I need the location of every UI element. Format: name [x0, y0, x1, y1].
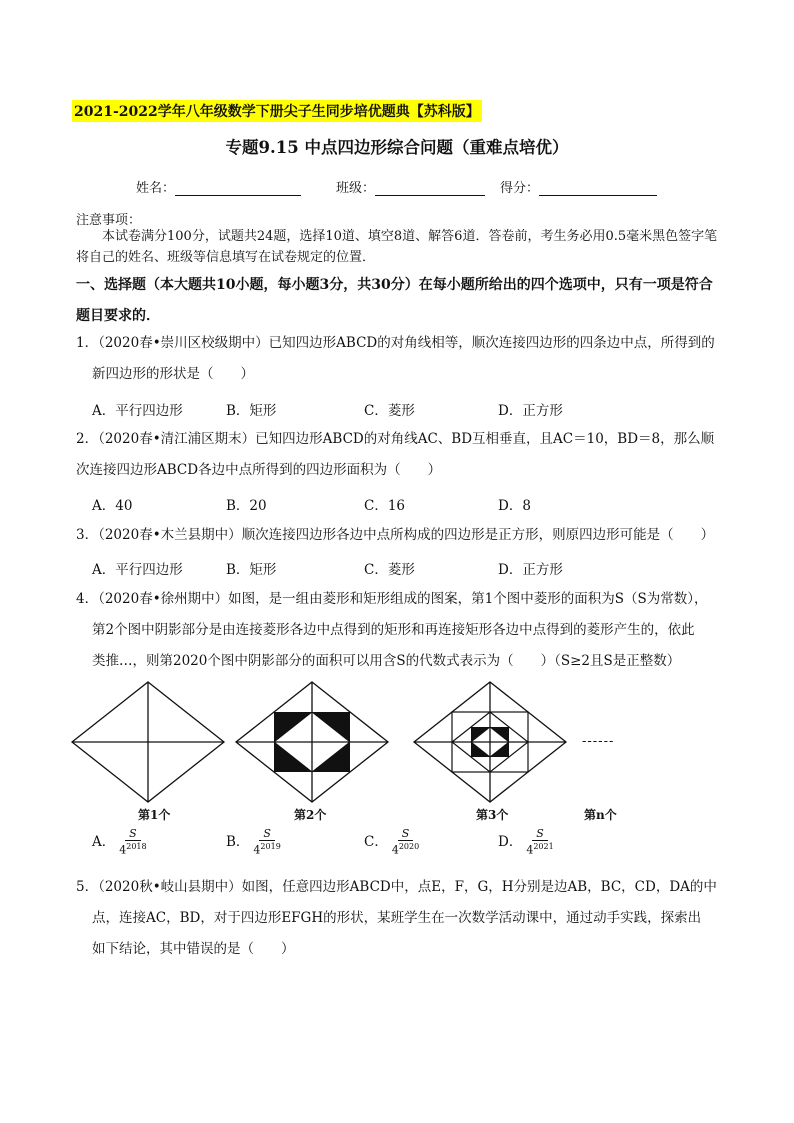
q4-option-c-fraction — [392, 828, 419, 857]
figure-2-shaded-pattern — [234, 680, 390, 804]
q4-option-d-num: S — [532, 828, 548, 841]
q4-option-a-num: S — [125, 828, 141, 841]
q4-line1: 4．（2020春•徐州期中）如图，是一组由菱形和矩形组成的图案，第1个图中菱形的面积为S（S为常数）， — [76, 591, 708, 607]
q2-option-b: B．20 — [226, 498, 267, 514]
q4-line3: 类推…，则第2020个图中阴影部分的面积可以用含S的代数式表示为（ ）（S≥2且S是正整数） — [92, 653, 681, 669]
q4-option-b-fraction — [253, 828, 280, 857]
q1-line1: 1．（2020春•崇川区校级期中）已知四边形ABCD的对角线相等，顺次连接四边形的四条边中点，所得到的 — [76, 335, 715, 351]
question-2 — [76, 424, 736, 486]
figure-1-rhombus — [70, 680, 226, 804]
figure-ellipsis: ------ — [582, 734, 615, 749]
q1-option-c: C．菱形 — [364, 403, 415, 419]
figure-n-caption: 第n个 — [584, 808, 617, 822]
score-blank — [539, 183, 657, 196]
series-header-tag: 2021-2022学年八年级数学下册尖子生同步培优题典【苏科版】 — [72, 100, 482, 122]
q4-option-b — [226, 828, 281, 857]
figure-2-caption: 第2个 — [294, 808, 327, 822]
q3-line1: 3．（2020春•木兰县期中）顺次连接四边形各边中点所构成的四边形是正方形，则原四边形可能是（ ） — [76, 527, 715, 543]
name-label: 姓名： — [136, 181, 176, 196]
q4-option-c — [364, 828, 419, 857]
question-4 — [76, 584, 736, 677]
q4-line2: 第2个图中阴影部分是由连接菱形各边中点得到的矩形和再连接矩形各边中点得到的菱形产生的，依此 — [92, 622, 695, 638]
q4-option-d-den: $4^{2021}$ — [526, 842, 554, 857]
q5-line1: 5．（2020秋•岐山县期中）如图，任意四边形ABCD中，点E，F，G，H分别是边AB，BC，CD，DA的中 — [76, 879, 717, 895]
notes-heading: 注意事项： — [76, 213, 142, 228]
q4-option-a-fraction — [119, 828, 146, 857]
figure-1-caption: 第1个 — [138, 808, 171, 822]
page-title: 专题9.15 中点四边形综合问题（重难点培优） — [225, 138, 569, 157]
q5-line2: 点，连接AC，BD，对于四边形EFGH的形状，某班学生在一次数学活动课中，通过动手实践，探索出 — [92, 910, 702, 926]
score-field — [500, 177, 657, 196]
q4-option-c-num: S — [398, 828, 414, 841]
name-field — [136, 177, 301, 196]
q4-option-d-fraction — [526, 828, 553, 857]
q2-line1: 2．（2020春•清江浦区期末）已知四边形ABCD的对角线AC、BD互相垂直，且AC＝10，BD＝8，那么顺 — [76, 431, 715, 447]
q4-option-a-label: A． — [92, 833, 116, 850]
class-label: 班级： — [336, 181, 376, 196]
q4-option-b-label: B． — [226, 833, 250, 850]
q2-option-d: D．8 — [498, 498, 531, 514]
q1-option-b: B．矩形 — [226, 403, 277, 419]
q3-option-a: A．平行四边形 — [92, 562, 183, 578]
q1-option-a: A．平行四边形 — [92, 403, 183, 419]
q2-option-c: C．16 — [364, 498, 406, 514]
q4-option-a — [92, 828, 147, 857]
section-heading: 一、选择题（本大题共10小题，每小题3分，共30分）在每小题所给出的四个选项中，只有一项是符合题目要求的． — [76, 277, 713, 324]
q4-option-b-den: $4^{2019}$ — [253, 842, 281, 857]
question-3 — [76, 520, 736, 551]
q1-line2: 新四边形的形状是（ ） — [92, 366, 254, 382]
question-5 — [76, 872, 736, 965]
q2-line2: 次连接四边形ABCD各边中点所得到的四边形面积为（ ） — [76, 462, 442, 478]
q4-option-d-label: D． — [498, 833, 523, 850]
figure-3-shaded-pattern — [412, 680, 568, 804]
q3-option-b: B．矩形 — [226, 562, 277, 578]
q4-option-b-num: S — [259, 828, 275, 841]
q2-option-a: A．40 — [92, 498, 133, 514]
notes-text: 本试卷满分100分，试题共24题，选择10道、填空8道、解答6道．答卷前，考生务必用0.5毫米黑色签字笔将自己的姓名、班级等信息填写在试卷规定的位置． — [76, 229, 718, 265]
q4-option-d — [498, 828, 554, 857]
score-label: 得分： — [500, 181, 540, 196]
name-blank — [175, 183, 301, 196]
q1-option-d: D．正方形 — [498, 403, 563, 419]
class-blank — [375, 183, 485, 196]
figure-3-caption: 第3个 — [476, 808, 509, 822]
q3-option-d: D．正方形 — [498, 562, 563, 578]
q4-option-a-den: $4^{2018}$ — [119, 842, 147, 857]
question-1 — [76, 328, 736, 390]
q4-option-c-label: C． — [364, 833, 388, 850]
q3-option-c: C．菱形 — [364, 562, 415, 578]
q4-option-c-den: $4^{2020}$ — [391, 842, 420, 857]
class-field — [336, 177, 485, 196]
q5-line3: 如下结论，其中错误的是（ ） — [92, 941, 295, 957]
